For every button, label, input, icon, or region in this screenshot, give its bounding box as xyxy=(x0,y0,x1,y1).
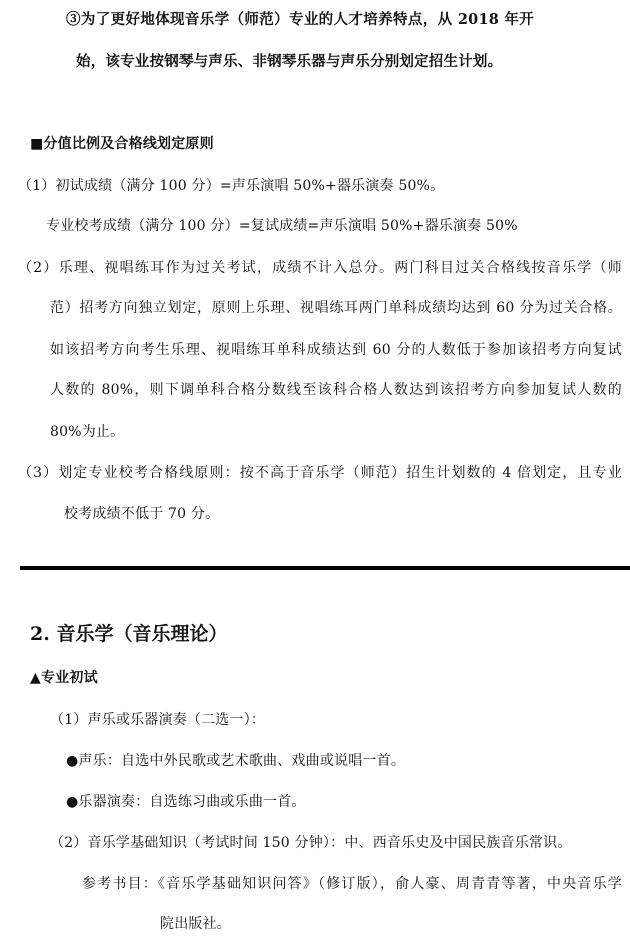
section-2-bullet-vocal: ●声乐：自选中外民歌或艺术歌曲、戏曲或说唱一首。 xyxy=(66,753,406,769)
section-2-bullet-instrument: ●乐器演奏：自选练习曲或乐曲一首。 xyxy=(66,794,306,810)
score-item-2-line-3: 如该招考方向考生乐理、视唱练耳单科成绩达到 60 分的人数低于参加该招考方向复试 xyxy=(50,342,622,358)
score-item-2-line-5: 80%为止。 xyxy=(50,424,125,440)
score-item-3-line-1: （3）划定专业校考合格线原则：按不高于音乐学（师范）招生计划数的 4 倍划定，且专业 xyxy=(18,465,622,481)
section-2-item-2: （2）音乐学基础知识（考试时间 150 分钟）：中、西音乐史及中国民族音乐常识。 xyxy=(50,835,572,851)
score-item-2-line-1: （2）乐理、视唱练耳作为过关考试，成绩不计入总分。两门科目过关合格线按音乐学（师 xyxy=(18,260,622,276)
section-2-subheading: ▲专业初试 xyxy=(30,670,98,686)
section-2-reference-line-1: 参考书目：《音乐学基础知识问答》（修订版），俞人豪、周青青等著，中央音乐学 xyxy=(82,876,622,892)
score-item-1-line-2: 专业校考成绩（满分 100 分）=复试成绩=声乐演唱 50%+器乐演奏 50% xyxy=(46,218,518,234)
score-item-3-line-2: 校考成绩不低于 70 分。 xyxy=(64,506,220,522)
intro-line-2: 始，该专业按钢琴与声乐、非钢琴乐器与声乐分别划定招生计划。 xyxy=(76,53,503,70)
intro-line-1: ③为了更好地体现音乐学（师范）专业的人才培养特点，从 2018 年开 xyxy=(66,11,534,28)
section-2-item-1: （1）声乐或乐器演奏（二选一）： xyxy=(50,712,266,728)
score-item-2-line-2: 范）招考方向独立划定，原则上乐理、视唱练耳两门单科成绩均达到 60 分为过关合格。 xyxy=(50,300,622,316)
section-2-title: 2. 音乐学（音乐理论） xyxy=(30,623,228,645)
section-divider xyxy=(20,566,630,570)
score-item-2-line-4: 人数的 80%，则下调单科合格分数线至该科合格人数达到该招考方向参加复试人数的 xyxy=(50,382,622,398)
score-item-1-line-1: （1）初试成绩（满分 100 分）=声乐演唱 50%+器乐演奏 50%。 xyxy=(18,178,445,194)
section-heading-score: ■分值比例及合格线划定原则 xyxy=(30,136,214,152)
section-2-reference-line-2: 院出版社。 xyxy=(160,916,231,932)
